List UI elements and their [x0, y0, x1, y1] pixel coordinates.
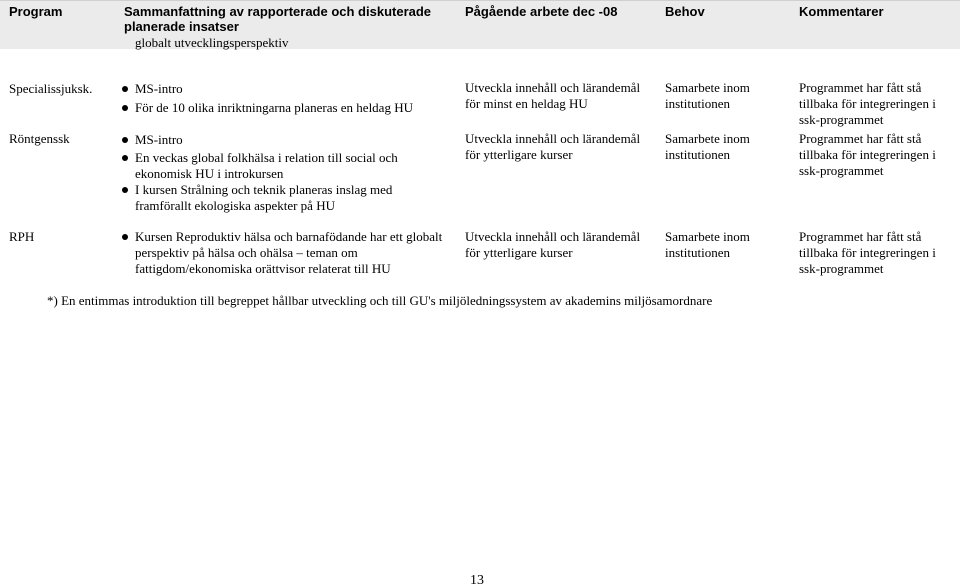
footnote: *) En entimmas introduktion till begreppet hållbar utveckling och till GU's miljöledningssystem av akademins miljösamordnare [47, 293, 713, 308]
list-item: I kursen Strålning och teknik planeras inslag med framförallt ekologiska aspekter på HU [135, 182, 455, 214]
comments-cell: Programmet har fått stå tillbaka för integreringen i ssk-programmet [799, 229, 936, 276]
header-summary-line1: Sammanfattning av rapporterade och diskuterade [124, 4, 432, 19]
header-comments: Kommentarer [799, 4, 884, 19]
comments-cell: Programmet har fått stå tillbaka för integreringen i ssk-programmet [799, 80, 936, 127]
header-summary-sub: globalt utvecklingsperspektiv [135, 35, 289, 50]
ongoing-cell: Utveckla innehåll och lärandemål för ytterligare kurser [465, 229, 641, 260]
row-program: Röntgenssk [9, 131, 70, 146]
ongoing-cell: Utveckla innehåll och lärandemål för minst en heldag HU [465, 80, 641, 111]
row-program: RPH [9, 229, 35, 244]
bullet-list [135, 229, 465, 277]
bullet-icon [122, 137, 128, 143]
header-summary-line2: planerade insatser [124, 19, 239, 34]
row-program: Specialissjuksk. [9, 81, 93, 96]
bullet-icon [122, 105, 128, 111]
needs-cell: Samarbete inom institutionen [665, 131, 750, 162]
table-header [0, 0, 960, 49]
bullet-icon [122, 155, 128, 161]
needs-cell: Samarbete inom institutionen [665, 80, 750, 111]
header-ongoing: Pågående arbete dec -08 [465, 4, 618, 19]
list-item: MS-intro [135, 81, 455, 97]
bullet-icon [122, 187, 128, 193]
header-needs: Behov [665, 4, 705, 19]
ongoing-cell: Utveckla innehåll och lärandemål för ytterligare kurser [465, 131, 641, 162]
comments-cell: Programmet har fått stå tillbaka för integreringen i ssk-programmet [799, 131, 936, 178]
header-program: Program [9, 4, 63, 19]
needs-cell: Samarbete inom institutionen [665, 229, 750, 260]
list-item: För de 10 olika inriktningarna planeras en heldag HU [135, 100, 455, 116]
list-item: MS-intro [135, 132, 455, 148]
bullet-icon [122, 234, 128, 240]
bullet-list [135, 81, 455, 116]
bullet-icon [122, 86, 128, 92]
list-item: En veckas global folkhälsa i relation till social och ekonomisk HU i introkursen [135, 150, 455, 182]
page-number: 13 [470, 573, 484, 588]
list-item: Kursen Reproduktiv hälsa och barnafödande har ett globalt perspektiv på hälsa och ohälsa – teman om fattigdom/ekonomiska orättvisor relaterat till HU [135, 229, 465, 277]
bullet-list [135, 132, 455, 214]
